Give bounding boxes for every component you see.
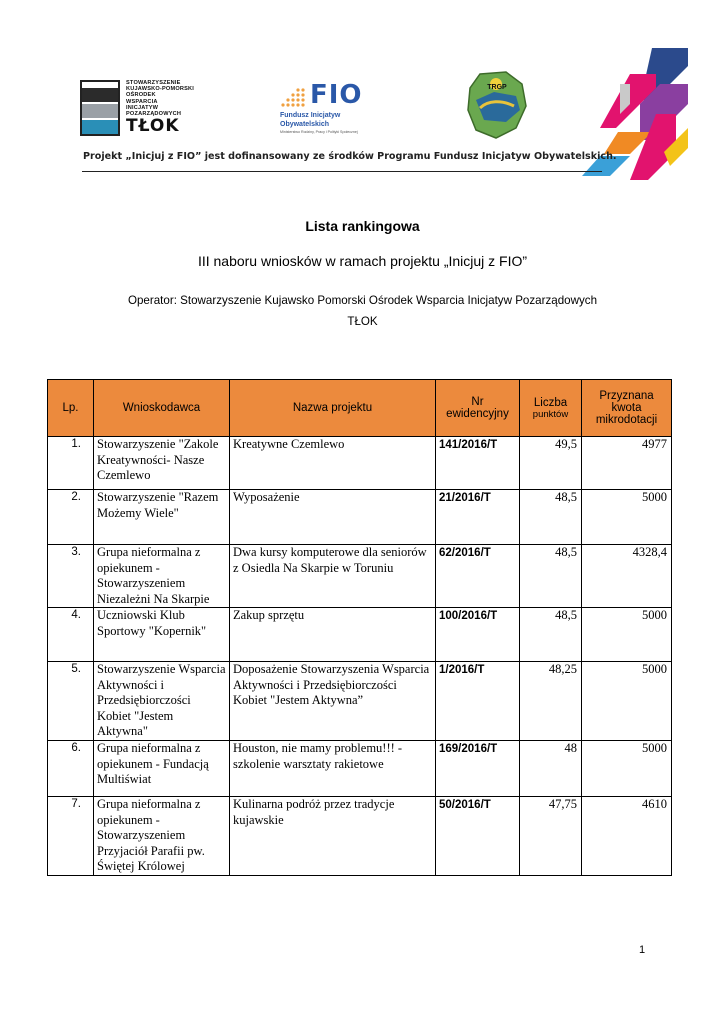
header-applicant: Wnioskodawca: [94, 380, 230, 437]
cell-applicant: Grupa nieformalna z opiekunem - Stowarzyszeniem Przyjaciół Parafii pw. Świętej Królowej: [94, 797, 230, 876]
fio-logo-sub1: Fundusz Inicjatyw: [280, 112, 341, 119]
cell-lp: 7.: [48, 797, 94, 876]
cell-points: 47,75: [520, 797, 582, 876]
header-lp: Lp.: [48, 380, 94, 437]
cell-points: 48,5: [520, 490, 582, 545]
header-amount-line2: kwota: [611, 402, 642, 414]
cell-project: Dwa kursy komputerowe dla seniorów z Osiedla Na Skarpie w Toruniu: [230, 545, 436, 608]
cell-applicant: Grupa nieformalna z opiekunem - Stowarzyszeniem Niezależni Na Skarpie: [94, 545, 230, 608]
cell-points: 48,25: [520, 662, 582, 741]
cell-applicant: Stowarzyszenie Wsparcia Aktywności i Przedsiębiorczości Kobiet "Jestem Aktywna": [94, 662, 230, 741]
fio-logo-word: FIO: [310, 80, 363, 110]
cell-amount: 4977: [582, 437, 672, 490]
operator-text: [0, 290, 725, 332]
cell-points: 49,5: [520, 437, 582, 490]
header-nr: [436, 380, 520, 437]
page-number: 1: [639, 944, 646, 956]
table-row: [48, 437, 672, 490]
cell-lp: 4.: [48, 608, 94, 662]
operator-line-1: Operator: Stowarzyszenie Kujawsko Pomorski Ośrodek Wsparcia Inicjatyw Pozarządowych: [127, 294, 598, 307]
table-header-row: [48, 380, 672, 437]
cell-amount: 5000: [582, 490, 672, 545]
table-row: [48, 490, 672, 545]
page-title: Lista rankingowa: [305, 218, 420, 234]
header-points: [520, 380, 582, 437]
header-nr-line2: ewidencyjny: [446, 408, 509, 420]
cell-amount: 5000: [582, 741, 672, 797]
cell-nr: 21/2016/T: [436, 490, 520, 545]
cell-applicant: Uczniowski Klub Sportowy "Kopernik": [94, 608, 230, 662]
cell-points: 48,5: [520, 545, 582, 608]
cell-project: Wyposażenie: [230, 490, 436, 545]
table-row: [48, 662, 672, 741]
tlok-mark-icon: [80, 80, 120, 136]
header-points-line2: punktów: [532, 408, 569, 420]
header-amount: [582, 380, 672, 437]
cell-project: Houston, nie mamy problemu!!! - szkolenie warsztaty rakietowe: [230, 741, 436, 797]
table-row: [48, 545, 672, 608]
cell-nr: 141/2016/T: [436, 437, 520, 490]
cell-nr: 62/2016/T: [436, 545, 520, 608]
tlok-logo-lines: STOWARZYSZENIE KUJAWSKO-POMORSKI OŚRODEK WSPARCIA INICJATYW POZARZĄDOWYCH: [126, 80, 195, 118]
trgp-logo: [466, 70, 528, 140]
header-nr-line1: Nr: [471, 396, 484, 408]
header-amount-line3: mikrodotacji: [595, 414, 658, 426]
trgp-logo-text: TRGP: [487, 84, 507, 91]
fio-logo-sub2: Obywatelskich: [280, 121, 330, 128]
cell-project: Kreatywne Czemlewo: [230, 437, 436, 490]
cell-amount: 5000: [582, 662, 672, 741]
tlok-logo-name: TŁOK: [126, 116, 180, 136]
ranking-table: [47, 379, 672, 876]
cell-applicant: Stowarzyszenie "Razem Możemy Wiele": [94, 490, 230, 545]
cell-lp: 2.: [48, 490, 94, 545]
funding-note: Projekt „Inicjuj z FIO” jest dofinansowany ze środków Programu Fundusz Inicjatyw Obywatelskich.: [83, 151, 617, 162]
fio-logo-sub3: Ministerstwo Rodziny, Pracy i Polityki Społecznej: [280, 130, 358, 134]
header-project: Nazwa projektu: [230, 380, 436, 437]
header-divider: [82, 171, 602, 172]
operator-line-2: TŁOK: [347, 315, 378, 328]
fio-logo: [278, 80, 378, 136]
cell-lp: 1.: [48, 437, 94, 490]
decorative-stripes-icon: [560, 44, 690, 184]
cell-nr: 169/2016/T: [436, 741, 520, 797]
cell-nr: 100/2016/T: [436, 608, 520, 662]
cell-project: Doposażenie Stowarzyszenia Wsparcia Aktywności i Przedsiębiorczości Kobiet "Jestem Aktywna”: [230, 662, 436, 741]
cell-nr: 50/2016/T: [436, 797, 520, 876]
cell-project: Zakup sprzętu: [230, 608, 436, 662]
header-amount-line1: Przyznana: [599, 390, 654, 402]
cell-lp: 3.: [48, 545, 94, 608]
cell-amount: 4610: [582, 797, 672, 876]
tlok-logo: [80, 80, 200, 138]
cell-lp: 5.: [48, 662, 94, 741]
table-row: [48, 608, 672, 662]
header-points-line1: Liczba: [533, 396, 568, 409]
cell-applicant: Grupa nieformalna z opiekunem - Fundacją Multiświat: [94, 741, 230, 797]
cell-applicant: Stowarzyszenie "Zakole Kreatywności- Nasze Czemlewo: [94, 437, 230, 490]
cell-points: 48,5: [520, 608, 582, 662]
cell-points: 48: [520, 741, 582, 797]
table-row: [48, 797, 672, 876]
page-subtitle: III naboru wniosków w ramach projektu „Inicjuj z FIO”: [197, 253, 528, 269]
cell-project: Kulinarna podróż przez tradycje kujawskie: [230, 797, 436, 876]
table-row: [48, 741, 672, 797]
cell-amount: 5000: [582, 608, 672, 662]
cell-nr: 1/2016/T: [436, 662, 520, 741]
cell-amount: 4328,4: [582, 545, 672, 608]
cell-lp: 6.: [48, 741, 94, 797]
fio-dots-icon: [280, 86, 306, 108]
